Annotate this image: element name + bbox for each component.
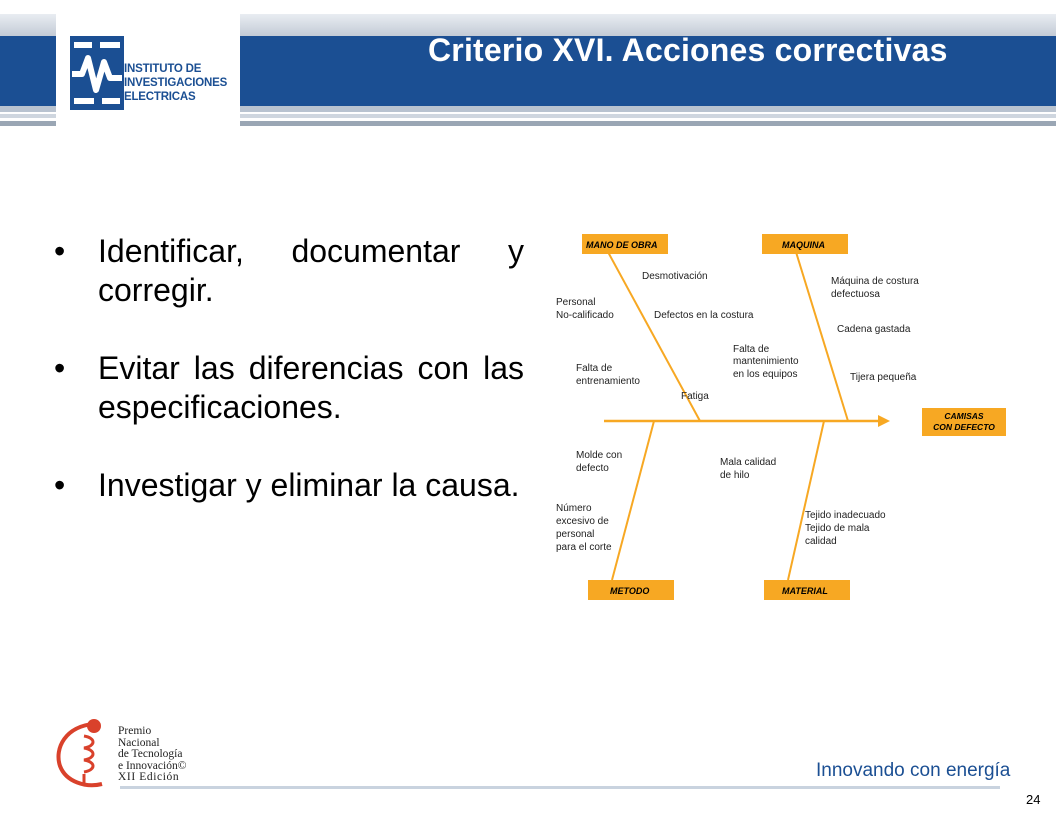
bullet-text: Investigar y eliminar la causa.: [98, 467, 520, 503]
cause-label: defecto: [576, 463, 609, 474]
cause-label: Mala calidad: [720, 457, 777, 468]
cause-label: calidad: [805, 536, 837, 547]
cause-label: Molde con: [576, 450, 623, 461]
fishbone-diagram: [548, 222, 1018, 612]
premio-label-line: de Tecnología: [118, 748, 183, 760]
slide-title: Criterio XVI. Acciones correctivas: [428, 32, 948, 68]
cause-label: defectuosa: [831, 289, 880, 300]
cause-label: Número: [556, 503, 592, 514]
cause-label: Fatiga: [681, 391, 709, 402]
category-label-maquina: MAQUINA: [782, 240, 825, 250]
cause-label: Desmotivación: [642, 271, 708, 282]
premio-logo-icon: [54, 714, 116, 790]
cause-label: Personal: [556, 297, 596, 308]
cause-label: mantenimiento: [733, 356, 799, 367]
bullet-item: [54, 349, 524, 427]
premio-label-line: XII Edición: [118, 771, 180, 783]
effect-label-line: CAMISAS: [944, 411, 984, 421]
cause-label: de hilo: [720, 470, 750, 481]
premio-label-line: Nacional: [118, 736, 160, 749]
bullet-dot: •: [54, 467, 66, 503]
footer-rule: [120, 786, 1000, 789]
bullet-list: [54, 232, 524, 544]
page-number: 24: [1026, 792, 1041, 807]
institute-name-line: INVESTIGACIONES: [124, 77, 228, 89]
institute-name-line: ELECTRICAS: [124, 91, 196, 103]
bone-metodo: [612, 421, 654, 580]
bullet-dot: •: [54, 350, 66, 386]
cause-label: No-calificado: [556, 310, 614, 321]
tagline: Innovando con energía: [816, 760, 1011, 781]
bullet-item: [54, 466, 524, 505]
cause-label: Tijera pequeña: [850, 372, 917, 383]
cause-label: personal: [556, 529, 595, 540]
premio-label-line: Premio: [118, 725, 152, 737]
spine-arrowhead: [878, 415, 890, 427]
cause-label: Tejido inadecuado: [805, 510, 886, 521]
iie-logo-icon: [70, 36, 124, 110]
cause-label: Tejido de mala: [805, 523, 870, 534]
effect-label-line: CON DEFECTO: [933, 422, 995, 432]
institute-logo: [56, 14, 240, 130]
category-label-material: MATERIAL: [782, 586, 828, 596]
bullet-item: [54, 232, 524, 310]
cause-label: excesivo de: [556, 516, 609, 527]
bullet-text: Identificar, documentar y corregir.: [98, 233, 524, 308]
bullet-text: Evitar las diferencias con las especificaciones.: [98, 350, 524, 425]
institute-name: [124, 62, 227, 104]
cause-label: Máquina de costura: [831, 276, 919, 287]
institute-name-line: INSTITUTO DE: [124, 63, 202, 75]
cause-label: Defectos en la costura: [654, 310, 754, 321]
category-label-mano-de-obra: MANO DE OBRA: [586, 240, 658, 250]
premio-label-line: e Innovación©: [118, 759, 187, 772]
cause-label: en los equipos: [733, 369, 798, 380]
premio-label: [118, 726, 186, 784]
cause-label: Cadena gastada: [837, 324, 911, 335]
header-top-strip: [0, 0, 1056, 14]
cause-label: Falta de: [733, 344, 770, 355]
cause-label: entrenamiento: [576, 376, 640, 387]
cause-label: para el corte: [556, 542, 612, 553]
bone-material: [788, 421, 824, 580]
bullet-dot: •: [54, 233, 66, 269]
category-label-metodo: METODO: [610, 586, 650, 596]
cause-label: Falta de: [576, 363, 613, 374]
